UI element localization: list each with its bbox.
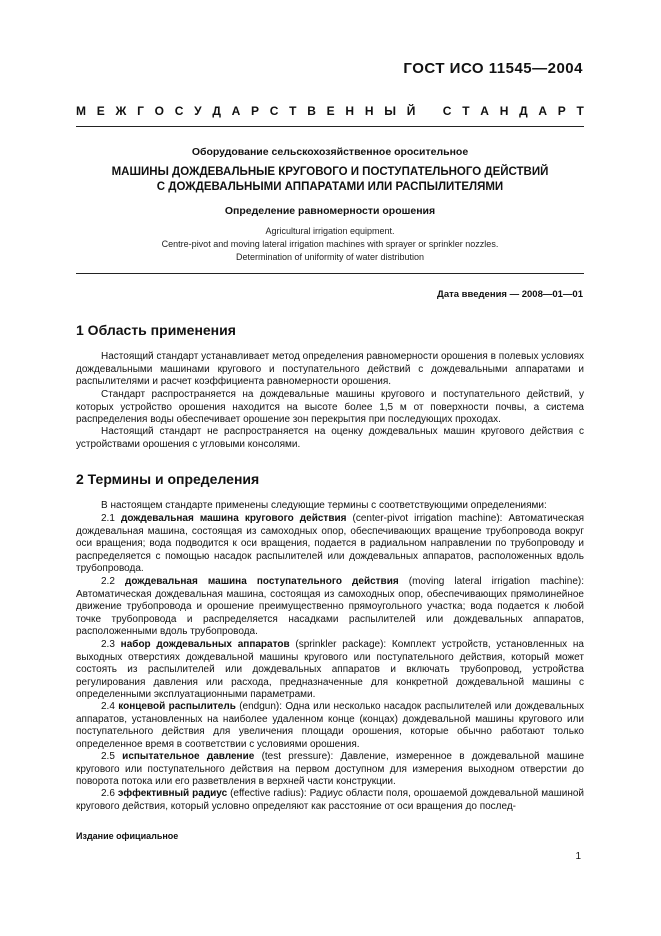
banner-letter: М xyxy=(76,104,86,118)
banner-letter: Т xyxy=(462,104,470,118)
banner-letter: В xyxy=(307,104,316,118)
term-definition xyxy=(76,751,584,789)
term-definition xyxy=(76,701,584,751)
banner-letter: Р xyxy=(251,104,260,118)
page-number: 1 xyxy=(575,851,581,862)
top-rule xyxy=(76,126,584,127)
banner-letter: Д xyxy=(212,104,221,118)
banner-letter: Н xyxy=(499,104,509,118)
section1-heading: 1 Область применения xyxy=(76,322,236,338)
term-definition xyxy=(76,576,584,639)
banner-letter: О xyxy=(154,104,164,118)
banner-letter: У xyxy=(194,104,202,118)
term-name: набор дождевальных аппаратов xyxy=(120,639,290,650)
term-number: 2.3 xyxy=(101,639,115,650)
term-number: 2.1 xyxy=(101,513,115,524)
term-name: дождевальная машина поступательного действия xyxy=(124,576,399,587)
term-text: (test pressure): Давление, измеренное в дождевальной машине кругового или поступательного действия на первом доступном для измерения выходном отверстии до поворота потока или его разветвления в верхней части конструкции. xyxy=(76,751,585,787)
banner-letter: Е xyxy=(326,104,335,118)
term-text: (effective radius): Радиус области поля, орошаемой дождевальной машиной кругового действия, который условно определяют как расстояние от оси вращения до послед- xyxy=(76,788,584,812)
banner-letter: Т xyxy=(289,104,297,118)
document-title-line1: МАШИНЫ ДОЖДЕВАЛЬНЫЕ КРУГОВОГО И ПОСТУПАТЕЛЬНОГО ДЕЙСТВИЙ xyxy=(111,166,549,178)
banner-letter: Р xyxy=(557,104,566,118)
edition-label: Издание официальное xyxy=(76,831,179,841)
section1-paragraph: Настоящий стандарт не распространяется на оценку дождевальных машин кругового действия с устройствами орошения с угловыми консолями. xyxy=(76,426,584,450)
banner-letter: Й xyxy=(406,104,416,118)
term-text: (center-pivot irrigation machine): Автоматическая дождевальная машина, состоящая из самоходных опор, обеспечивающих вращение трубопровода вокруг оси вращения; вода подводится к оси вращения, подается в радиальном направлении по трубопроводу и распределяется с помощью насадок распылителей или дождевальных аппаратов, расположенных вдоль трубопровода. xyxy=(76,513,585,574)
method-title: Определение равномерности орошения xyxy=(224,205,436,217)
banner-letter: Н xyxy=(364,104,374,118)
banner-letter xyxy=(426,104,432,118)
term-name: испытательное давление xyxy=(122,751,255,762)
term-definition xyxy=(76,639,584,702)
banner-letter: Д xyxy=(519,104,528,118)
banner-letter: Г xyxy=(137,104,144,118)
banner-letter: С xyxy=(442,104,452,118)
banner-letter: Ы xyxy=(384,104,396,118)
term-number: 2.2 xyxy=(101,576,115,587)
document-subtitle: Оборудование сельскохозяйственное оросительное xyxy=(191,146,469,158)
section1-paragraph: Стандарт распространяется на дождевальные машины кругового и поступательного действий, у которых устройство орошения находится на высоте более 1,5 м от поверхности почвы, а система распределения воды обеспечивает орошение зон перекрытия при последующих проходах. xyxy=(76,389,584,425)
term-definition xyxy=(76,788,584,813)
term-text: (moving lateral irrigation machine): Автоматическая дождевальная машина, состоящая из самоходных опор, обеспечивающих прямолинейное движение трубопровода и орошение преимущественно прямоугольного участка; вода подается к любой точке трубопровода и распределяется насадками распылителей или дождевальных аппаратов, расположенными вдоль трубопровода. xyxy=(76,576,584,637)
english-title-line1: Agricultural irrigation equipment. xyxy=(265,226,395,236)
term-number: 2.4 xyxy=(101,701,115,712)
banner-letter: С xyxy=(174,104,184,118)
title-rule xyxy=(76,273,584,274)
section1-paragraph: Настоящий стандарт устанавливает метод определения равномерности орошения в полевых условиях дождевальными машинами кругового и поступательного действий с дождевальными аппаратами и распылителями и расчет коэффициента равномерности орошения. xyxy=(76,351,584,387)
term-name: эффективный радиус xyxy=(117,788,228,799)
term-text: (sprinkler package): Комплект устройств, установленных на выходных отверстиях дождевальной машины кругового или поступательного действия, который может состоять из распылителей или дождевальных аппаратов и включать трубопровод, устройства регулирования давления или расхода, предназначенные для конкретной дождевальной машины с определенными эксплуатационными параметрами. xyxy=(76,639,584,700)
term-name: дождевальная машина кругового действия xyxy=(120,513,347,524)
banner-letter: А xyxy=(538,104,548,118)
term-number: 2.6 xyxy=(101,788,115,799)
banner-letter: Н xyxy=(345,104,355,118)
banner-letter: С xyxy=(269,104,279,118)
section2-heading: 2 Термины и определения xyxy=(76,471,260,487)
section2-intro: В настоящем стандарте применены следующие термины с соответствующими определениями: xyxy=(101,500,547,511)
document-title-line2: С ДОЖДЕВАЛЬНЫМИ АППАРАТАМИ ИЛИ РАСПЫЛИТЕЛЯМИ xyxy=(156,181,504,193)
term-number: 2.5 xyxy=(101,751,115,762)
term-text: (endgun): Одна или несколько насадок распылителей или дождевальных аппаратов, установленных на наиболее удаленном конце (концах) дождевальной машины кругового или поступательного действия для увеличения площади орошения, которые обычно работают только определенное время в соответствии с условиями орошения. xyxy=(76,701,584,750)
banner-letter: Е xyxy=(96,104,105,118)
term-definition xyxy=(76,513,584,576)
banner-letter: А xyxy=(480,104,489,118)
term-name: концевой распылитель xyxy=(118,701,236,712)
banner-letter: Ж xyxy=(115,104,127,118)
intro-date: Дата введения — 2008—01—01 xyxy=(437,289,583,300)
interstate-standard-banner xyxy=(76,104,584,118)
english-title-line2: Centre-pivot and moving lateral irrigation machines with sprayer or sprinkler nozzles. xyxy=(161,239,499,249)
banner-letter: Т xyxy=(576,104,584,118)
banner-letter: А xyxy=(231,104,241,118)
english-title-line3: Determination of uniformity of water distribution xyxy=(235,252,425,262)
gost-code: ГОСТ ИСО 11545—2004 xyxy=(403,60,583,77)
